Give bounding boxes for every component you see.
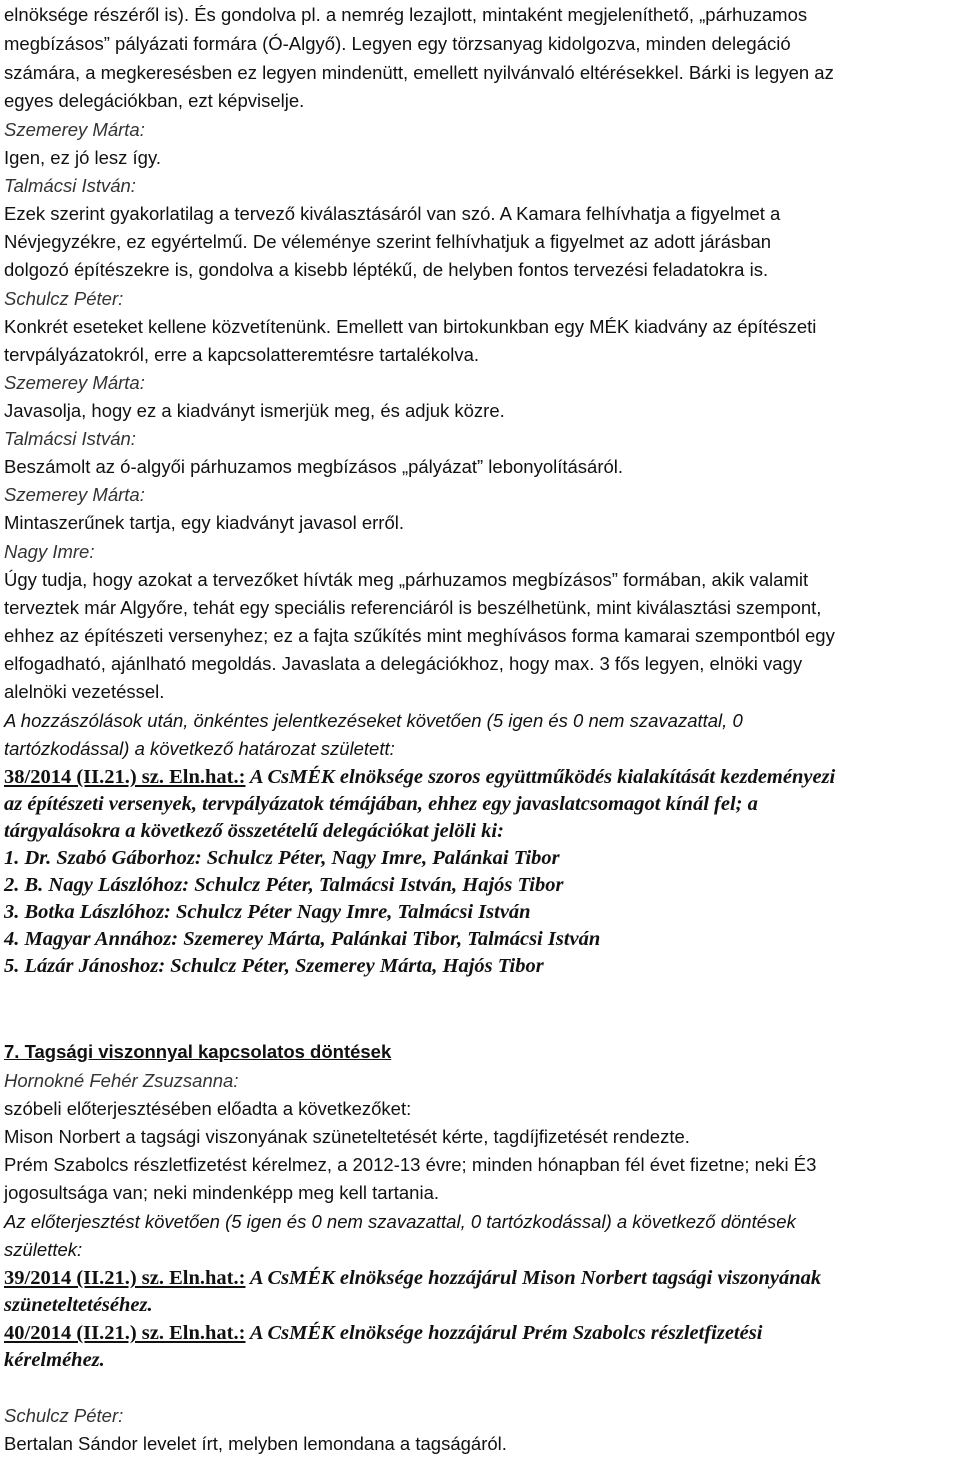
delegation-item: 3. Botka Lászlóhoz: Schulcz Péter Nagy Imre, Talmácsi István <box>4 901 531 923</box>
vote-line: A hozzászólások után, önkéntes jelentkezéseket követően (5 igen és 0 nem szavazattal, 0 <box>4 710 743 731</box>
resolution-code: 40/2014 (II.21.) sz. Eln.hat.: <box>4 1322 246 1344</box>
text-line: Mison Norbert a tagsági viszonyának szüneteltetését kérte, tagdíjfizetését rendezte. <box>4 1126 690 1147</box>
text-line: megbízásos” pályázati formára (Ó-Algyő). Legyen egy törzsanyag kidolgozva, minden delegáció <box>4 33 791 54</box>
resolution-text: kérelméhez. <box>4 1349 105 1371</box>
vote-line: születtek: <box>4 1239 83 1260</box>
delegation-item: 4. Magyar Annához: Szemerey Márta, Palánkai Tibor, Talmácsi István <box>4 928 601 950</box>
resolution-text: A CsMÉK elnöksége szoros együttműködés kialakítását kezdeményezi <box>245 766 836 788</box>
text-line: ehhez az építészeti versenyhez; ez a fajta szűkítés mint meghívásos forma kamarai szempontból egy <box>4 625 835 646</box>
speaker-name: Schulcz Péter: <box>4 288 124 309</box>
text-line: számára, a megkeresésben ez legyen mindenütt, emellett nyilvánvaló eltérésekkel. Bárki is legyen az <box>4 62 834 83</box>
resolution-38 <box>4 764 835 790</box>
resolution-code: 38/2014 (II.21.) sz. Eln.hat.: <box>4 766 246 788</box>
text-line: alelnöki vezetéssel. <box>4 681 165 702</box>
text-line: elfogadható, ajánlható megoldás. Javaslata a delegációkhoz, hogy max. 3 fős legyen, elnöki vagy <box>4 653 803 674</box>
text-line: Beszámolt az ó-algyői párhuzamos megbízásos „pályázat” lebonyolításáról. <box>4 456 624 477</box>
text-line: elnöksége részéről is). És gondolva pl. a nemrég lezajlott, mintaként megjeleníthető, „párhuzamos <box>4 4 808 25</box>
text-line: jogosultsága van; neki mindenképp meg kell tartania. <box>4 1182 440 1203</box>
speaker-name: Schulcz Péter: <box>4 1405 124 1426</box>
text-line: Konkrét eseteket kellene közvetítenünk. Emellett van birtokunkban egy MÉK kiadvány az építészeti <box>4 316 817 337</box>
text-line: Igen, ez jó lesz így. <box>4 147 161 168</box>
resolution-text: tárgyalásokra a következő összetételű delegációkat jelöli ki: <box>4 820 504 842</box>
text-line: Javasolja, hogy ez a kiadványt ismerjük meg, és adjuk közre. <box>4 400 505 421</box>
speaker-name: Talmácsi István: <box>4 175 136 196</box>
speaker-name: Szemerey Márta: <box>4 372 145 393</box>
resolution-40 <box>4 1320 762 1346</box>
speaker-name: Szemerey Márta: <box>4 119 145 140</box>
resolution-code: 39/2014 (II.21.) sz. Eln.hat.: <box>4 1267 246 1289</box>
delegation-item: 1. Dr. Szabó Gáborhoz: Schulcz Péter, Nagy Imre, Palánkai Tibor <box>4 847 560 869</box>
resolution-text: szüneteltetéséhez. <box>4 1294 153 1316</box>
text-line: szóbeli előterjesztésében előadta a következőket: <box>4 1098 412 1119</box>
text-line: egyes delegációkban, ezt képviselje. <box>4 90 305 111</box>
resolution-39 <box>4 1265 821 1291</box>
text-line: Prém Szabolcs részletfizetést kérelmez, a 2012-13 évre; minden hónapban fél évet fizetne; neki É3 <box>4 1154 817 1175</box>
speaker-name: Nagy Imre: <box>4 541 95 562</box>
text-line: Mintaszerűnek tartja, egy kiadványt javasol erről. <box>4 512 404 533</box>
text-line: tervpályázatokról, erre a kapcsolatteremtésre tartalékolva. <box>4 344 480 365</box>
delegation-item: 5. Lázár Jánoshoz: Schulcz Péter, Szemerey Márta, Hajós Tibor <box>4 955 544 977</box>
text-line: terveztek már Algyőre, tehát egy speciális referenciáról is beszélhetünk, mint kiválasztási szempont, <box>4 597 822 618</box>
resolution-text: A CsMÉK elnöksége hozzájárul Prém Szabolcs részletfizetési <box>245 1322 763 1344</box>
speaker-name: Talmácsi István: <box>4 428 136 449</box>
vote-line: Az előterjesztést követően (5 igen és 0 nem szavazattal, 0 tartózkodással) a következő döntések <box>4 1211 796 1232</box>
speaker-name: Szemerey Márta: <box>4 484 145 505</box>
vote-line: tartózkodással) a következő határozat született: <box>4 738 395 759</box>
section-heading: 7. Tagsági viszonnyal kapcsolatos döntések <box>4 1041 392 1062</box>
text-line: Úgy tudja, hogy azokat a tervezőket hívták meg „párhuzamos megbízásos” formában, akik valamit <box>4 569 809 590</box>
text-line: dolgozó építészekre is, gondolva a kisebb léptékű, de helyben fontos tervezési feladatokra is. <box>4 259 769 280</box>
text-line: Ezek szerint gyakorlatilag a tervező kiválasztásáról van szó. A Kamara felhívhatja a figyelmet a <box>4 203 781 224</box>
text-line: Névjegyzékre, ez egyértelmű. De véleménye szerint felhívhatjuk a figyelmet az adott járásban <box>4 231 772 252</box>
resolution-text: A CsMÉK elnöksége hozzájárul Mison Norbert tagsági viszonyának <box>245 1267 822 1289</box>
resolution-text: az építészeti versenyek, tervpályázatok témájában, ehhez egy javaslatcsomagot kínál fel; a <box>4 793 758 815</box>
delegation-item: 2. B. Nagy Lászlóhoz: Schulcz Péter, Talmácsi István, Hajós Tibor <box>4 874 564 896</box>
text-line: Bertalan Sándor levelet írt, melyben lemondana a tagságáról. <box>4 1433 507 1454</box>
speaker-name: Hornokné Fehér Zsuzsanna: <box>4 1070 239 1091</box>
